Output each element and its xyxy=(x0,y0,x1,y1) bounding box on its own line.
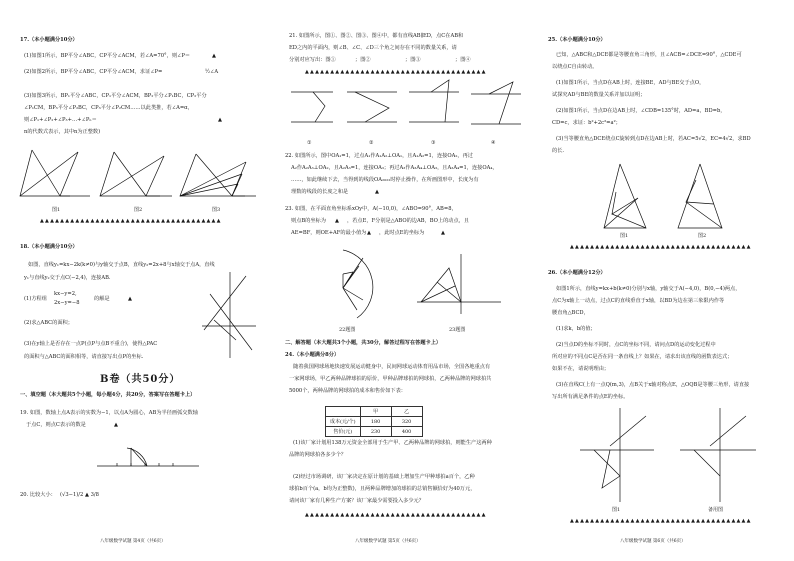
q23-line2b: ，若点E，F分别是△ABO的边AB，BO上的动点，且 xyxy=(347,218,470,224)
q17-figure-3 xyxy=(180,154,256,196)
q17-part3-line2: ∠P₁CM，BP₃平分∠P₂BC，CP₃平分∠P₂CM……以此类推，若∠A=α， xyxy=(24,105,193,111)
q21-fig2-caption: ② xyxy=(369,140,374,146)
table-cell: 400 xyxy=(391,427,422,437)
q20-text: 20. 比较大小： xyxy=(20,492,56,498)
q23-figure xyxy=(415,252,505,322)
q18-part2: (2)求△ABC的面积； xyxy=(24,320,73,326)
q18-system-eq1: kx−y=2, xyxy=(54,291,77,297)
q26-part3-line1: (3)在直线C(上有一点Q(m,3)，点B关于x轴对称点E，△OQB是等腰三角形，请直接 xyxy=(556,382,750,388)
q25-fig2-caption: 图2 xyxy=(698,233,707,239)
table-cell: 180 xyxy=(360,417,391,427)
q24-part2-line3: 请问该厂家有几种生产方案？该厂家最少需要投入多少元？ xyxy=(289,498,424,504)
q26-part2-line1: (2)当点D的坐标不同时，点C的坐标不同，请问点D的运动变化过程中 xyxy=(556,342,716,348)
q22-spiral-figure xyxy=(313,244,393,324)
q25-part1-line2: 试探究AD与BE的数量关系并加以证明； xyxy=(552,92,646,98)
q25-line2: 以绕点C自由转动。 xyxy=(552,64,598,70)
q26-line2: 点C为x轴上一动点，过点C的直线垂直于x轴，以BD为边在第三象限内作等 xyxy=(552,298,725,304)
q17-blank3: ▲ xyxy=(218,117,222,123)
solution-section-heading: 二、解答题（本大题共3个小题，共30分，解答过程写在答题卡上） xyxy=(285,340,442,346)
q24-part2-line1: (2)经过市场调研，该厂家决定在原计划的基础上增加生产甲种球拍a百个，乙种 xyxy=(293,474,475,480)
table-cell: 售价(元) xyxy=(326,427,361,437)
q18-part1-tail: 的解是 xyxy=(94,296,110,302)
q21-figure-3 xyxy=(409,80,459,122)
q21-fig4-label: ；图④ xyxy=(455,57,471,63)
q25-part2-line1: (2)如图1所示，当点D在边AB上时，∠CDB=135°时，AD=a，BD=b， xyxy=(556,108,726,114)
q17-part2-fraction: ½∠A xyxy=(205,69,219,75)
q25-part2-line2: CD=c，求证：b²+2c²=a²； xyxy=(552,120,621,126)
q19-blank: ▲ xyxy=(114,422,118,428)
q17-figure-1 xyxy=(20,150,90,196)
q17-answer-row: ▲▲▲▲▲▲▲▲▲▲▲▲▲▲▲▲▲▲▲▲▲▲▲▲▲▲▲▲▲▲▲▲▲▲▲▲ xyxy=(40,218,222,224)
q17-figure-2 xyxy=(100,152,172,196)
q17-fig1-caption: 图1 xyxy=(52,207,61,213)
q22-line1: 22. 如图所示，图中OA₁=1，过点A₁作A₁A₂⊥OA₁，且A₁A₂=1，连接OA₂，再过 xyxy=(285,153,473,159)
q26-fig2-caption: 备用图 xyxy=(708,507,724,513)
footer-page-6: 八年级数学试题 第6页（共6页） xyxy=(620,539,686,544)
q24-line1: 随着我国网球场地快速发展运动健身中，民间网球运动体育用品市场，全国各地重点有 xyxy=(293,364,491,370)
q25-fig1-caption: 图1 xyxy=(620,233,629,239)
q21-figure-2 xyxy=(347,92,397,122)
q18-part3-line2: 的面积与△ABC的面积相等，请直接写出点P的坐标. xyxy=(24,354,144,360)
q21-figures xyxy=(285,78,525,138)
q26-fig1-caption: 图1 xyxy=(612,507,621,513)
column-page-4 xyxy=(0,0,265,561)
table-cell: 320 xyxy=(391,417,422,427)
q23-blank3: ▲ xyxy=(441,230,445,236)
q26-part3-line2: 写出所有满足条件的点E的坐标。 xyxy=(552,394,629,400)
q24-line2: 一家网球场，甲乙两种品牌球拍的原价，甲种品牌球拍的网球拍，乙两种品牌的网球拍共 xyxy=(289,376,492,382)
q18-intro-line1: 如图，直线y₁=kx−2k(k≠0)与y轴交于点B，直线y₂=2x+8与x轴交于点A，直线 xyxy=(28,262,215,268)
q25-part3-line2: 的长. xyxy=(552,148,565,154)
q24-answer-row: ▲▲▲▲▲▲▲▲▲▲▲▲▲▲▲▲▲▲▲▲▲▲▲▲▲▲▲▲▲▲▲▲▲▲▲▲ xyxy=(305,512,487,518)
q24-part1-line1: (1)该厂家计划用138万元资金全部用于生产甲、乙两种品牌的网球拍，则能生产这两种 xyxy=(293,440,492,446)
q21-fig3-caption: ③ xyxy=(431,140,436,146)
q22-line2: A₂作A₂A₃⊥OA₂，且A₂A₃=1，连接OA₃；再过A₃作A₃A₄⊥OA₃，且A₃A₄=1，连接OA₄， xyxy=(291,165,498,171)
q18-intro-line2: y₁与直线y₂交于点C(−2,4)，连接AB. xyxy=(24,275,111,281)
footer-page-5: 八年级数学试题 第5页（共6页） xyxy=(355,539,421,544)
q19-line1: 19. 如图，数轴上点A表示的实数为−1，以点A为圆心，AB为半径画弧交数轴 xyxy=(20,410,198,416)
q24-line3: 5000个，两种品牌的网球拍的成本和售价如下表： xyxy=(289,388,406,394)
q20-expression: (√3−1)/2 ▲ 3/8 xyxy=(60,492,99,498)
q21-line2: ED之内的平面内，则∠B、∠C、∠D三个角之间存在不同的数量关系，请 xyxy=(289,45,457,51)
q22-line4: 理数的线段的长度之和是 xyxy=(291,189,349,195)
q23-line2a: 则点B的坐标为 xyxy=(291,218,326,224)
q25-part1-line1: (1)如图1所示，当点D在AB上时，连接BE，AD与BE交于点O， xyxy=(556,80,705,86)
table-header-cell: 甲 xyxy=(360,407,391,417)
q21-fig2-label: ；图② xyxy=(355,57,371,63)
q17-heading: 17.（本小题满分10分） xyxy=(20,37,78,43)
q24-heading: 24.（本小题满分8分） xyxy=(285,352,340,358)
q17-part1: (1)如图1所示，BP平分∠ABC，CP平分∠ACM，若∠A=70°，则∠P＝ xyxy=(24,53,191,59)
q25-figure-1 xyxy=(604,164,646,228)
q25-part3-line1: (3)当等腰直角△DCE绕点C旋转到点D在边AB上时，若AC=5√2，EC=4√2，求BD xyxy=(556,136,751,142)
q25-figure-2 xyxy=(678,164,722,228)
q17-part2: (2)如图2所示，BP平分∠ABC，CP平分∠ACM，求证∠P= xyxy=(24,69,163,75)
q21-line1: 21. 如图所示，图①、图②、图③、图④中，都有直线AB∥ED，点C在AB和 xyxy=(289,33,464,39)
table-row xyxy=(326,427,423,437)
q18-blank1: ▲ xyxy=(128,296,132,302)
table-cell: 成本(元/个) xyxy=(326,417,361,427)
q22-blank: ▲ xyxy=(375,189,379,195)
column-page-5 xyxy=(265,0,530,561)
q23-blank2: ▲ xyxy=(367,230,371,236)
q26-figure-2 xyxy=(680,408,756,502)
q26-part1: (1)求k，b的值； xyxy=(556,326,596,332)
q17-fig2-caption: 图2 xyxy=(134,207,143,213)
q18-heading: 18.（本小题满分10分） xyxy=(20,244,78,250)
q24-part2-line2: 球拍b百个(a，b均为正整数)，且两种品牌增加的球拍的总销售额恰好为40万元， xyxy=(289,486,476,492)
q22-line3: ……，如此继续下去，当得到的线段OA₂₀₂₂时停止操作，在所画图形中，长度为有 xyxy=(291,177,479,183)
footer-page-4: 八年级数学试题 第4页（共6页） xyxy=(100,539,166,544)
fill-section-heading: 一、填空题（本大题共5个小题，每小题4分，共20分，答案写在答题卡上） xyxy=(20,392,196,398)
q17-part3-line1: (3)如图3所示，BP₁平分∠ABC，CP₁平分∠ACM，BP₂平分∠P₁BC，CP₂平分 xyxy=(24,93,207,99)
q23-line3b: ，此时点E的坐标为 xyxy=(379,230,425,236)
q17-part3-line4: n的代数式表示，其中n为正整数) xyxy=(24,129,101,135)
q23-blank1: ▲ xyxy=(335,218,339,224)
q21-fig4-caption: ④ xyxy=(491,140,496,146)
q26-part2-line3: 如果不在，请说明理由； xyxy=(552,366,610,372)
q23-line1: 23. 如图，在平面直角坐标系xOy中，A(−10,0)，∠ABO=90°，AB=8， xyxy=(285,206,457,212)
q17-figures xyxy=(0,148,265,218)
q18-system-eq2: 2x−y=−8 xyxy=(54,300,80,306)
q17-fig3-caption: 图3 xyxy=(212,207,221,213)
q21-line3: 分别对应写出：图① xyxy=(289,57,336,63)
q17-blank1: ▲ xyxy=(212,53,216,59)
q25-answer-row: ▲▲▲▲▲▲▲▲▲▲▲▲▲▲▲▲▲▲▲▲▲▲▲▲▲▲▲▲▲▲▲▲▲▲▲▲ xyxy=(570,244,752,250)
q24-part1-line2: 品牌的网球拍各多少个？ xyxy=(289,452,347,458)
q23-line3a: AE=BF，则OE+AF的最小值为 xyxy=(291,230,367,236)
q21-figure-1 xyxy=(291,92,333,122)
q22-fig-caption: 22题图 xyxy=(339,327,356,333)
q25-line1: 已知，△ABC和△DCE都是等腰直角三角形，且∠ACB=∠DCE=90°，△CDE可 xyxy=(556,52,742,58)
q18-part3-line1: (3)在y轴上是否存在一点P(点P与点B不重合)，使得△PAC xyxy=(24,341,158,347)
q24-cost-table xyxy=(325,406,423,437)
table-cell: 230 xyxy=(360,427,391,437)
column-page-6 xyxy=(530,0,794,561)
q26-line3: 腰直角△BCD， xyxy=(552,310,589,316)
q25-figures xyxy=(550,158,780,238)
table-row xyxy=(326,417,423,427)
q23-fig-caption: 23题图 xyxy=(449,327,466,333)
q21-answer-row: ▲▲▲▲▲▲▲▲▲▲▲▲▲▲▲▲▲▲▲▲▲▲▲▲▲▲▲▲▲▲▲▲▲▲▲▲ xyxy=(305,69,487,75)
q26-answer-row: ▲▲▲▲▲▲▲▲▲▲▲▲▲▲▲▲▲▲▲▲▲▲▲▲▲▲▲▲▲▲▲▲▲▲▲▲ xyxy=(570,518,752,524)
q26-part2-line2: 所对应的不同点C是否在同一条直线上？如果在，请求出该直线的函数表达式； xyxy=(552,354,733,360)
q21-figure-4 xyxy=(471,82,521,124)
q26-line1: 如图1所示，直线y=kx+b(k≠0)分别与x轴，y轴交于A(−4,0)，B(0,−4)两点， xyxy=(556,286,741,292)
q26-figure-1 xyxy=(580,408,654,502)
q17-part3-line3: 则∠P₁+∠P₂+∠P₃+…+∠Pₙ＝ xyxy=(24,117,97,123)
q19-line2: 于点C，则点C表示的数是 xyxy=(26,422,86,428)
q26-figures xyxy=(550,406,780,506)
q18-figure xyxy=(200,270,260,360)
b-section-title: B卷（共50分） xyxy=(100,374,181,385)
table-header-cell: 乙 xyxy=(391,407,422,417)
q21-fig3-label: ；图③ xyxy=(405,57,421,63)
q26-heading: 26.（本小题满分12分） xyxy=(548,270,606,276)
table-header-cell xyxy=(326,407,361,417)
q25-heading: 25.（本小题满分10分） xyxy=(548,37,606,43)
q19-number-line xyxy=(95,440,205,480)
q21-fig1-caption: ① xyxy=(307,140,312,146)
q18-part1: (1)方程组 xyxy=(24,296,47,302)
table-header-row xyxy=(326,407,423,417)
